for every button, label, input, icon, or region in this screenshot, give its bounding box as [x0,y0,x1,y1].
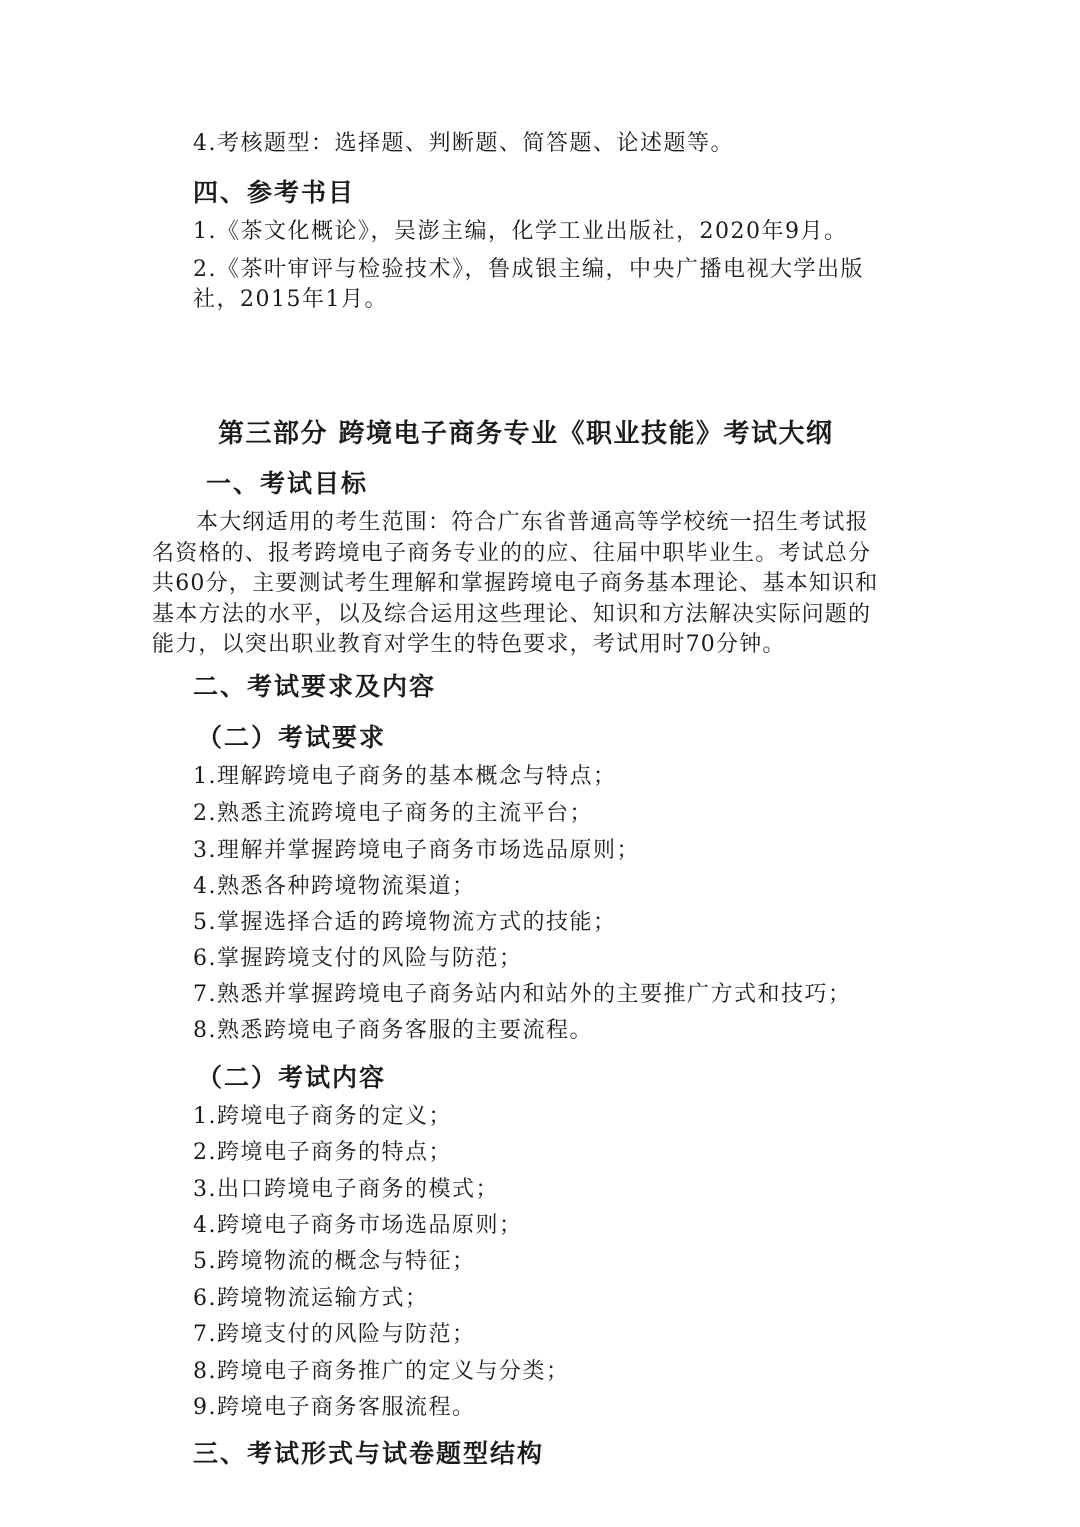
goal-line: 名资格的、报考跨境电子商务专业的的应、往届中职毕业生。考试总分 [152,540,872,566]
content-item: 3.出口跨境电子商务的模式； [193,1177,499,1202]
requirement-item: 5.掌握选择合适的跨境物流方式的技能； [193,910,617,935]
requirement-item: 3.理解并掌握跨境电子商务市场选品原则； [193,838,640,863]
exam-goal-heading: 一、考试目标 [206,469,369,498]
content-item: 5.跨境物流的概念与特征； [193,1249,476,1274]
content-subheading: （二）考试内容 [197,1063,387,1092]
exam-goal-paragraph [152,508,942,661]
content-item: 6.跨境物流运输方式； [193,1286,429,1311]
requirements-and-content-heading: 二、考试要求及内容 [193,672,437,701]
goal-line: 能力，以突出职业教育对学生的特色要求，考试用时70分钟。 [152,632,786,657]
content-item: 9.跨境电子商务客服流程。 [193,1395,476,1420]
requirement-item: 6.掌握跨境支付的风险与防范； [193,946,523,971]
reference-book-1: 1.《茶文化概论》，吴澎主编，化学工业出版社，2020年9月。 [193,219,848,244]
part3-title: 第三部分 跨境电子商务专业《职业技能》考试大纲 [218,419,834,449]
requirement-item: 7.熟悉并掌握跨境电子商务站内和站外的主要推广方式和技巧； [193,982,852,1007]
reference-book-2: 2.《茶叶审评与检验技术》，鲁成银主编，中央广播电视大学出版 [193,257,864,282]
exam-form-heading: 三、考试形式与试卷题型结构 [193,1439,545,1468]
requirement-item: 1.理解跨境电子商务的基本概念与特点； [193,764,617,789]
content-item: 7.跨境支付的风险与防范； [193,1322,476,1347]
goal-line: 本大纲适用的考生范围：符合广东省普通高等学校统一招生考试报 [196,510,869,535]
requirement-item: 2.熟悉主流跨境电子商务的主流平台； [193,801,593,826]
requirements-subheading: （二）考试要求 [197,723,387,752]
goal-line: 基本方法的水平，以及综合运用这些理论、知识和方法解决实际问题的 [152,601,872,627]
content-item: 4.跨境电子商务市场选品原则； [193,1213,523,1238]
content-item: 1.跨境电子商务的定义； [193,1104,452,1129]
content-item: 2.跨境电子商务的特点； [193,1140,452,1165]
content-item: 8.跨境电子商务推广的定义与分类； [193,1359,570,1384]
requirement-item: 8.熟悉跨境电子商务客服的主要流程。 [193,1018,593,1043]
requirement-item: 4.熟悉各种跨境物流渠道； [193,874,476,899]
references-heading: 四、参考书目 [193,178,356,207]
goal-line: 共60分，主要测试考生理解和掌握跨境电子商务基本理论、基本知识和 [152,571,879,596]
exam-question-types-line: 4.考核题型：选择题、判断题、简答题、论述题等。 [193,131,734,156]
reference-book-2-continued: 社，2015年1月。 [193,287,388,312]
